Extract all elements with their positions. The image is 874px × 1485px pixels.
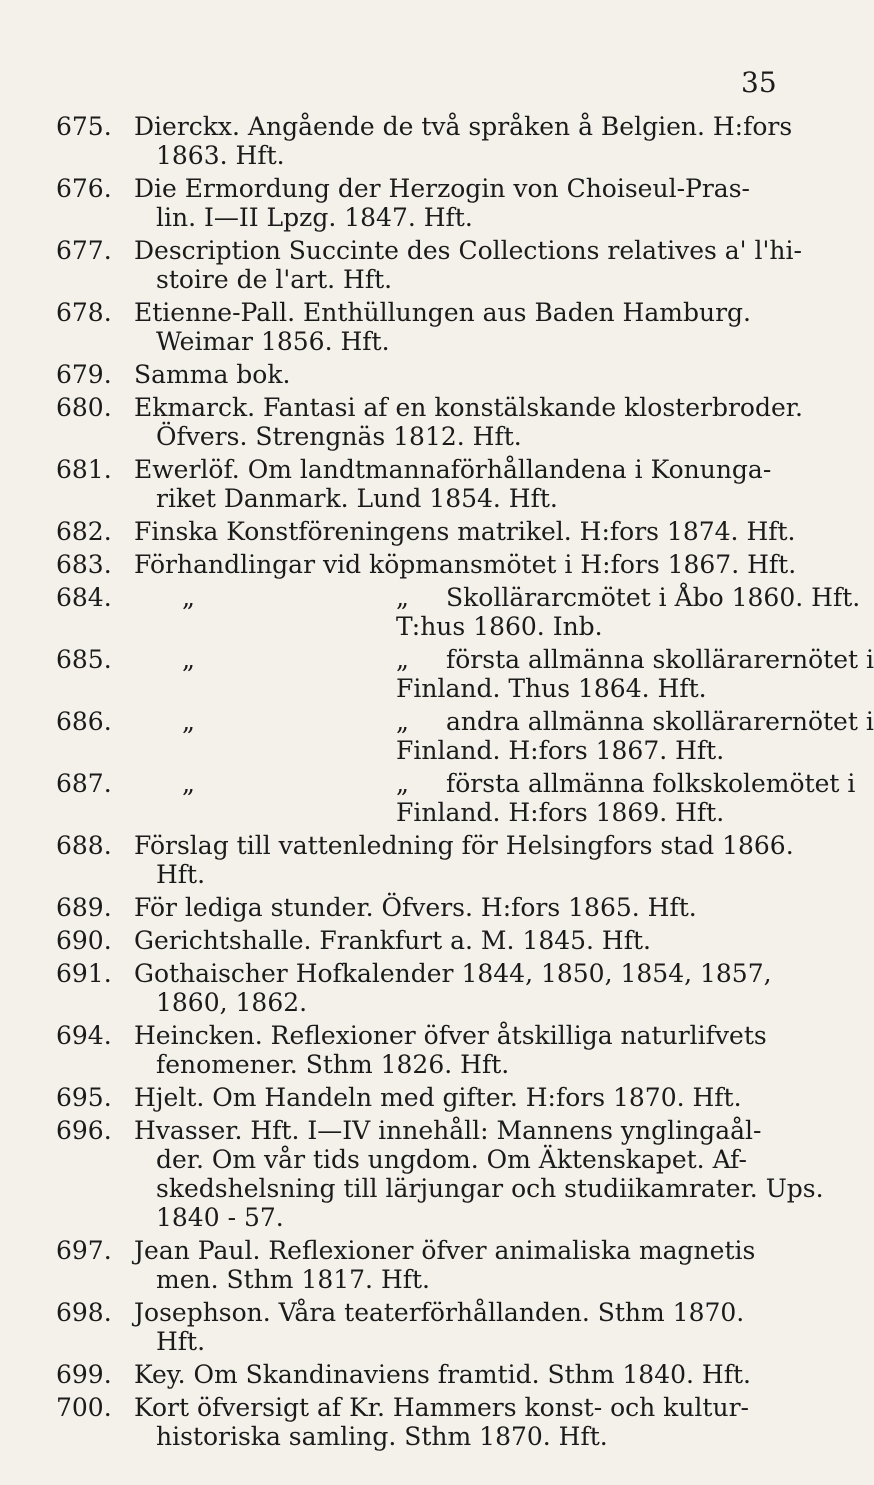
entry-text: Samma bok. — [134, 360, 291, 389]
entry-text: Förhandlingar vid köpmansmötet i H:fors 1867. Hft. — [134, 550, 797, 579]
entry-number: 677. — [56, 236, 112, 265]
catalog-entry — [0, 769, 874, 827]
entry-text — [0, 645, 874, 674]
entry-text: Description Succinte des Collections relatives a' l'hi- — [134, 236, 802, 265]
entry-text: Förslag till vattenledning för Helsingfors stad 1866. — [134, 831, 794, 860]
catalog-entry — [0, 926, 874, 955]
entry-text-continuation: men. Sthm 1817. Hft. — [156, 1265, 430, 1294]
catalog-entry — [0, 393, 874, 451]
entry-text: Ekmarck. Fantasi af en konstälskande klosterbroder. — [134, 393, 803, 422]
entry-number: 679. — [56, 360, 112, 389]
entry-number: 696. — [56, 1116, 112, 1145]
entry-title: första allmänna folkskolemötet i — [446, 769, 856, 798]
catalog-entry — [0, 1236, 874, 1294]
entry-text: Josephson. Våra teaterförhållanden. Sthm 1870. — [134, 1298, 745, 1327]
entry-number: 689. — [56, 893, 112, 922]
catalog-entry — [0, 645, 874, 703]
entry-text: Dierckx. Angående de två språken å Belgien. H:fors — [134, 112, 793, 141]
entry-title: andra allmänna skollärarernötet i — [446, 707, 874, 736]
page-number: 35 — [741, 66, 777, 99]
catalog-entry — [0, 112, 874, 170]
entry-number: 682. — [56, 517, 112, 546]
entry-text: Heincken. Reflexioner öfver åtskilliga naturlifvets — [134, 1021, 767, 1050]
catalog-entry — [0, 550, 874, 579]
entry-text-continuation: skedshelsning till lärjungar och studiikamrater. Ups. — [156, 1174, 824, 1203]
entry-text: Gothaischer Hofkalender 1844, 1850, 1854, 1857, — [134, 959, 772, 988]
entry-text: Key. Om Skandinaviens framtid. Sthm 1840. Hft. — [134, 1360, 751, 1389]
catalog-entry — [0, 583, 874, 641]
entry-text-continuation: Hft. — [156, 1327, 206, 1356]
entry-text-continuation: der. Om vår tids ungdom. Om Äktenskapet. Af- — [156, 1145, 747, 1174]
entry-text: Hjelt. Om Handeln med gifter. H:fors 1870. Hft. — [134, 1083, 742, 1112]
entry-text: Ewerlöf. Om landtmannaförhållandena i Konunga- — [134, 455, 772, 484]
entry-text-continuation: stoire de l'art. Hft. — [156, 265, 393, 294]
entry-text-continuation: Finland. H:fors 1867. Hft. — [396, 736, 725, 765]
entry-text-continuation: historiska samling. Sthm 1870. Hft. — [156, 1422, 608, 1451]
entry-text-continuation: Öfvers. Strengnäs 1812. Hft. — [156, 422, 522, 451]
catalog-entry — [0, 298, 874, 356]
catalog-entry — [0, 1360, 874, 1389]
entry-text: Jean Paul. Reflexioner öfver animaliska magnetis — [134, 1236, 756, 1265]
catalog-entry — [0, 1393, 874, 1451]
ditto-mark: „ — [396, 645, 409, 674]
catalog-entry — [0, 959, 874, 1017]
catalog-entry — [0, 1298, 874, 1356]
entry-number: 685. — [56, 645, 112, 674]
entry-number: 675. — [56, 112, 112, 141]
entry-number: 683. — [56, 550, 112, 579]
entry-text: Die Ermordung der Herzogin von Choiseul-Pras- — [134, 174, 750, 203]
entry-text: Etienne-Pall. Enthüllungen aus Baden Hamburg. — [134, 298, 751, 327]
entry-number: 698. — [56, 1298, 112, 1327]
entry-number: 686. — [56, 707, 112, 736]
catalog-entry — [0, 893, 874, 922]
entry-text — [0, 769, 874, 798]
entry-number: 687. — [56, 769, 112, 798]
entry-number: 684. — [56, 583, 112, 612]
entry-text-continuation: T:hus 1860. Inb. — [396, 612, 603, 641]
entry-title: första allmänna skollärarernötet i — [446, 645, 874, 674]
entry-number: 688. — [56, 831, 112, 860]
catalog-entry — [0, 707, 874, 765]
entry-text: Hvasser. Hft. I—IV innehåll: Mannens ynglingaål- — [134, 1116, 762, 1145]
entry-text-continuation: 1863. Hft. — [156, 141, 285, 170]
entry-text-continuation: riket Danmark. Lund 1854. Hft. — [156, 484, 558, 513]
entry-number: 676. — [56, 174, 112, 203]
entry-text-continuation: Hft. — [156, 860, 206, 889]
entry-text: Finska Konstföreningens matrikel. H:fors 1874. Hft. — [134, 517, 796, 546]
entry-text — [0, 583, 874, 612]
entry-number: 678. — [56, 298, 112, 327]
ditto-mark: „ — [182, 645, 195, 674]
entry-text: Gerichtshalle. Frankfurt a. M. 1845. Hft. — [134, 926, 651, 955]
entry-text: För lediga stunder. Öfvers. H:fors 1865. Hft. — [134, 893, 697, 922]
ditto-mark: „ — [396, 583, 409, 612]
entry-text-continuation: Finland. H:fors 1869. Hft. — [396, 798, 725, 827]
catalog-entry — [0, 236, 874, 294]
entry-text-continuation: fenomener. Sthm 1826. Hft. — [156, 1050, 510, 1079]
ditto-mark: „ — [396, 707, 409, 736]
catalog-entry — [0, 831, 874, 889]
ditto-mark: „ — [182, 583, 195, 612]
ditto-mark: „ — [396, 769, 409, 798]
entry-number: 681. — [56, 455, 112, 484]
ditto-mark: „ — [182, 769, 195, 798]
ditto-mark: „ — [182, 707, 195, 736]
entry-text-continuation: 1840 - 57. — [156, 1203, 284, 1232]
entry-text: Kort öfversigt af Kr. Hammers konst- och kultur- — [134, 1393, 749, 1422]
entry-title: Skollärarcmötet i Åbo 1860. Hft. — [446, 583, 861, 612]
entry-text-continuation: lin. I—II Lpzg. 1847. Hft. — [156, 203, 473, 232]
catalog-entries — [0, 112, 874, 1455]
catalog-entry — [0, 1021, 874, 1079]
catalog-entry — [0, 1116, 874, 1232]
entry-number: 680. — [56, 393, 112, 422]
entry-number: 699. — [56, 1360, 112, 1389]
entry-number: 691. — [56, 959, 112, 988]
entry-number: 700. — [56, 1393, 112, 1422]
entry-number: 697. — [56, 1236, 112, 1265]
entry-text-continuation: 1860, 1862. — [156, 988, 308, 1017]
entry-text-continuation: Weimar 1856. Hft. — [156, 327, 390, 356]
catalog-entry — [0, 455, 874, 513]
catalog-entry — [0, 174, 874, 232]
entry-number: 695. — [56, 1083, 112, 1112]
entry-number: 694. — [56, 1021, 112, 1050]
catalog-entry — [0, 360, 874, 389]
entry-number: 690. — [56, 926, 112, 955]
catalog-entry — [0, 517, 874, 546]
catalog-entry — [0, 1083, 874, 1112]
entry-text-continuation: Finland. Thus 1864. Hft. — [396, 674, 707, 703]
entry-text — [0, 707, 874, 736]
